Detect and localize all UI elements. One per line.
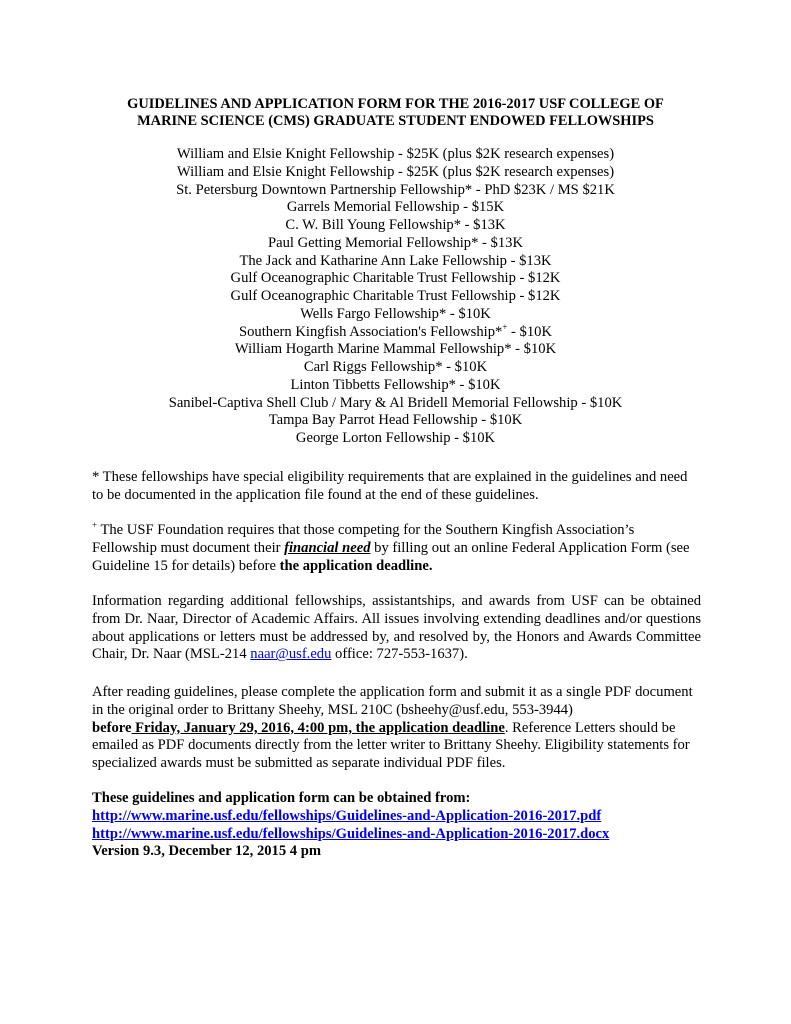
footer-heading: These guidelines and application form can be obtained from: (92, 790, 471, 806)
fellowship-item: Paul Getting Memorial Fellowship* - $13K (268, 234, 523, 251)
fellowship-item: Sanibel-Captiva Shell Club / Mary & Al Bridell Memorial Fellowship - $10K (168, 394, 623, 411)
fellowship-item: Tampa Bay Parrot Head Fellowship - $10K (268, 412, 523, 429)
fellowship-item-label: Southern Kingfish Association's Fellowship* (239, 323, 503, 340)
fellowship-item: George Lorton Fellowship - $10K (295, 430, 496, 446)
fellowship-item-amount: - $10K (507, 323, 552, 340)
fellowship-item: Carl Riggs Fellowship* - $10K (303, 359, 488, 375)
submission-text: After reading guidelines, please complete the application form and submit it as a single PDF document in the original order to Brittany Sheehy, MSL 210C (bsheehy@usf.edu, 553-3944) (92, 684, 693, 718)
fellowship-item: The Jack and Katharine Ann Lake Fellowship - $13K (239, 252, 552, 269)
fellowship-item: C. W. Bill Young Fellowship* - $13K (285, 217, 506, 233)
fellowship-item: William Hogarth Marine Mammal Fellowship* - $10K (234, 341, 557, 358)
footer-block (92, 790, 701, 861)
info-text: Information regarding additional fellowships, assistantships, and awards from USF can be obtained from Dr. Naar, Director of Academic Affairs. All issues involving extending deadlines and/or questions about applications or letters must be addressed by, and resolved by, the Honors and Awards Committee Chair, Dr. Naar (MSL-214 (92, 593, 701, 663)
foundation-note (92, 522, 701, 575)
fellowship-item: Garrels Memorial Fellowship - $15K (286, 199, 505, 216)
version-label: Version 9.3, December 12, 2015 4 pm (92, 843, 322, 860)
fellowship-item: William and Elsie Knight Fellowship - $25K (plus $2K research expenses) (176, 146, 615, 162)
fellowship-list (92, 146, 699, 448)
info-text: office: 727-553-1637). (331, 646, 468, 663)
document-title (92, 96, 699, 130)
foundation-note-text: The USF Foundation requires that those competing for the Southern Kingfish Association’s Fellowship must document their (92, 522, 635, 556)
pdf-link[interactable]: http://www.marine.usf.edu/fellowships/Guidelines-and-Application-2016-2017.pdf (92, 807, 602, 824)
plus-marker: + (92, 520, 98, 531)
fellowship-item: Gulf Oceanographic Charitable Trust Fellowship - $12K (230, 270, 561, 287)
foundation-note-text: by filling out an online Federal Application Form (see Guideline 15 for details) before (92, 539, 690, 574)
special-eligibility-note: * These fellowships have special eligibility requirements that are explained in the guidelines and need to be documented in the application file found at the end of these guidelines. (92, 469, 688, 503)
title-line: MARINE SCIENCE (CMS) GRADUATE STUDENT ENDOWED FELLOWSHIPS (137, 113, 654, 129)
fellowship-item: Wells Fargo Fellowship* - $10K (300, 305, 491, 322)
deadline-date: Friday, January 29, 2016, 4:00 pm, the application deadline (131, 719, 505, 736)
docx-link[interactable]: http://www.marine.usf.edu/fellowships/Guidelines-and-Application-2016-2017.docx (92, 825, 610, 842)
submission-paragraph (92, 684, 701, 773)
before-label: before (92, 719, 132, 736)
fellowship-item: William and Elsie Knight Fellowship - $25K (plus $2K research expenses) (176, 163, 615, 180)
financial-need-emphasis: financial need (284, 539, 371, 556)
fellowship-item: Gulf Oceanographic Charitable Trust Fellowship - $12K (230, 288, 561, 304)
email-link[interactable]: naar@usf.edu (250, 646, 332, 663)
plus-marker: + (502, 321, 508, 332)
title-line: GUIDELINES AND APPLICATION FORM FOR THE 2016-2017 USF COLLEGE OF (127, 96, 664, 112)
deadline-emphasis: the application deadline. (279, 557, 433, 574)
fellowship-item: Linton Tibbetts Fellowship* - $10K (290, 376, 501, 393)
fellowship-item: St. Petersburg Downtown Partnership Fellowship* - PhD $23K / MS $21K (176, 181, 615, 198)
submission-text: . Reference Letters should be emailed as PDF documents directly from the letter writer to Brittany Sheehy. Eligibility statements for specialized awards must be submitted as separate individual PDF files. (92, 719, 690, 772)
info-paragraph (92, 593, 701, 664)
fellowship-item-kingfish (92, 321, 699, 342)
